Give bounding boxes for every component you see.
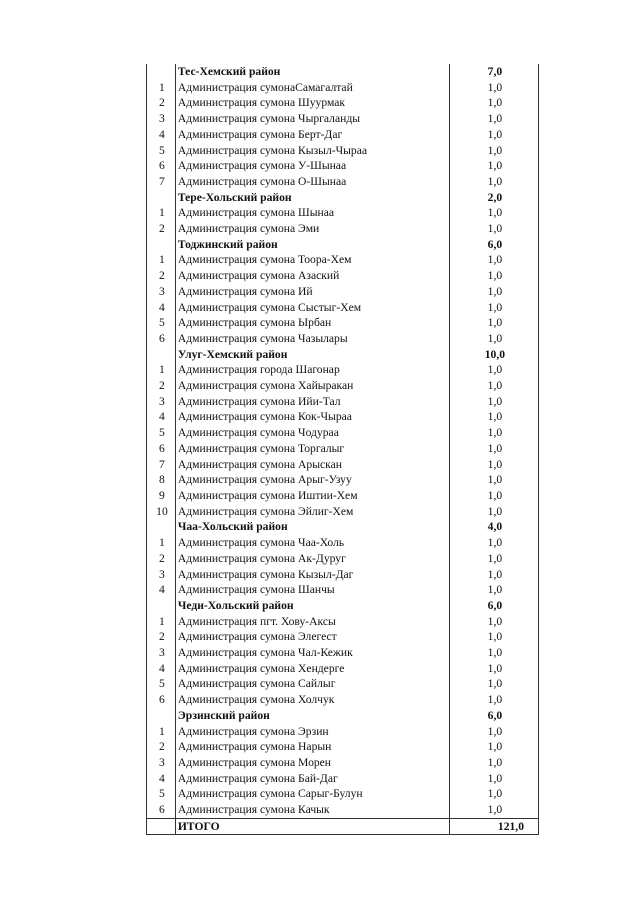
row-number: 2 [147, 551, 176, 567]
table-row [147, 95, 539, 111]
row-number: 4 [147, 127, 176, 143]
table-row [147, 394, 539, 410]
administration-name: Администрация сумона Кызыл-Даг [175, 567, 449, 583]
table-row [147, 567, 539, 583]
table-row [147, 457, 539, 473]
row-number: 1 [147, 80, 176, 96]
allocation-value: 1,0 [449, 457, 538, 473]
row-number: 1 [147, 252, 176, 268]
table-row [147, 614, 539, 630]
administration-name: Администрация сумона Шуурмак [175, 95, 449, 111]
administration-name: Администрация сумона Кок-Чыраа [175, 409, 449, 425]
table-row [147, 378, 539, 394]
allocation-value: 1,0 [449, 676, 538, 692]
allocation-value: 1,0 [449, 80, 538, 96]
row-number: 4 [147, 771, 176, 787]
allocation-value: 1,0 [449, 205, 538, 221]
allocation-value: 1,0 [449, 174, 538, 190]
administration-name: Администрация сумона Морен [175, 755, 449, 771]
table-row [147, 724, 539, 740]
total-row [147, 818, 539, 835]
administration-name: Администрация сумона Качык [175, 802, 449, 818]
allocation-value: 1,0 [449, 661, 538, 677]
table-row [147, 315, 539, 331]
district-name: Эрзинский район [175, 708, 449, 724]
table-row [147, 739, 539, 755]
row-number-cell [147, 64, 176, 80]
allocation-value: 1,0 [449, 551, 538, 567]
table-row [147, 629, 539, 645]
table-row [147, 472, 539, 488]
row-number: 1 [147, 362, 176, 378]
district-name: Тере-Хольский район [175, 190, 449, 206]
allocation-value: 1,0 [449, 802, 538, 818]
administration-name: Администрация сумона Чазылары [175, 331, 449, 347]
allocation-value: 1,0 [449, 315, 538, 331]
row-number: 2 [147, 221, 176, 237]
administration-name: Администрация сумона Ий [175, 284, 449, 300]
table-row [147, 111, 539, 127]
table-row [147, 268, 539, 284]
allocation-value: 1,0 [449, 300, 538, 316]
row-number: 6 [147, 802, 176, 818]
district-header-row [147, 64, 539, 80]
administration-name: Администрация сумона Шанчы [175, 582, 449, 598]
administration-name: Администрация сумона Чодураа [175, 425, 449, 441]
row-number: 3 [147, 284, 176, 300]
allocation-value: 1,0 [449, 362, 538, 378]
administration-name: Администрация сумонаСамагалтай [175, 80, 449, 96]
administration-name: Администрация пгт. Хову-Аксы [175, 614, 449, 630]
row-number-cell [147, 598, 176, 614]
allocation-value: 1,0 [449, 692, 538, 708]
table-row [147, 645, 539, 661]
row-number: 3 [147, 567, 176, 583]
row-number: 4 [147, 582, 176, 598]
administration-name: Администрация сумона Чыргаланды [175, 111, 449, 127]
district-total: 7,0 [449, 64, 538, 80]
total-label: ИТОГО [175, 818, 449, 835]
district-total: 4,0 [449, 519, 538, 535]
administration-name: Администрация города Шагонар [175, 362, 449, 378]
district-header-row [147, 598, 539, 614]
administration-name: Администрация сумона Берт-Даг [175, 127, 449, 143]
row-number: 7 [147, 174, 176, 190]
allocation-value: 1,0 [449, 724, 538, 740]
table-body [147, 64, 539, 835]
allocation-value: 1,0 [449, 567, 538, 583]
district-name: Тес-Хемский район [175, 64, 449, 80]
district-total: 6,0 [449, 708, 538, 724]
total-value: 121,0 [449, 818, 538, 835]
row-number: 1 [147, 205, 176, 221]
allocation-value: 1,0 [449, 755, 538, 771]
administration-name: Администрация сумона Иштии-Хем [175, 488, 449, 504]
row-number: 5 [147, 676, 176, 692]
allocation-value: 1,0 [449, 786, 538, 802]
administration-name: Администрация сумона Хайыракан [175, 378, 449, 394]
row-number: 3 [147, 394, 176, 410]
allocation-value: 1,0 [449, 221, 538, 237]
row-number-cell [147, 237, 176, 253]
allocation-value: 1,0 [449, 409, 538, 425]
district-total: 10,0 [449, 347, 538, 363]
allocation-value: 1,0 [449, 111, 538, 127]
table-row [147, 174, 539, 190]
administration-name: Администрация сумона Сыстыг-Хем [175, 300, 449, 316]
administration-name: Администрация сумона Чаа-Холь [175, 535, 449, 551]
row-number: 6 [147, 441, 176, 457]
row-number: 5 [147, 143, 176, 159]
row-number: 1 [147, 724, 176, 740]
administration-name: Администрация сумона Азаский [175, 268, 449, 284]
table-row [147, 676, 539, 692]
district-total: 6,0 [449, 598, 538, 614]
row-number: 2 [147, 378, 176, 394]
district-header-row [147, 347, 539, 363]
row-number: 8 [147, 472, 176, 488]
allocation-value: 1,0 [449, 158, 538, 174]
table-row [147, 488, 539, 504]
row-number: 5 [147, 786, 176, 802]
allocation-value: 1,0 [449, 472, 538, 488]
administration-name: Администрация сумона Эйлиг-Хем [175, 504, 449, 520]
administration-name: Администрация сумона Нарын [175, 739, 449, 755]
table-row [147, 802, 539, 818]
table-row [147, 127, 539, 143]
table-row [147, 692, 539, 708]
row-number: 1 [147, 535, 176, 551]
allocation-value: 1,0 [449, 331, 538, 347]
administration-name: Администрация сумона Ийи-Тал [175, 394, 449, 410]
administration-name: Администрация сумона Бай-Даг [175, 771, 449, 787]
administration-name: Администрация сумона Арыскан [175, 457, 449, 473]
allocation-value: 1,0 [449, 127, 538, 143]
row-number: 2 [147, 268, 176, 284]
table-row [147, 755, 539, 771]
table-row [147, 551, 539, 567]
allocation-value: 1,0 [449, 252, 538, 268]
row-number: 3 [147, 111, 176, 127]
administration-name: Администрация сумона Хендерге [175, 661, 449, 677]
allocation-value: 1,0 [449, 629, 538, 645]
row-number-cell [147, 190, 176, 206]
table-row [147, 425, 539, 441]
table-row [147, 661, 539, 677]
table-row [147, 441, 539, 457]
row-number: 2 [147, 95, 176, 111]
administration-name: Администрация сумона Эрзин [175, 724, 449, 740]
allocation-value: 1,0 [449, 441, 538, 457]
allocation-value: 1,0 [449, 582, 538, 598]
row-number: 4 [147, 300, 176, 316]
allocation-value: 1,0 [449, 284, 538, 300]
district-name: Чаа-Хольский район [175, 519, 449, 535]
table-row [147, 409, 539, 425]
allocation-value: 1,0 [449, 739, 538, 755]
allocation-value: 1,0 [449, 645, 538, 661]
administration-name: Администрация сумона О-Шынаа [175, 174, 449, 190]
row-number: 2 [147, 629, 176, 645]
row-number-cell [147, 708, 176, 724]
row-number: 4 [147, 661, 176, 677]
row-number: 4 [147, 409, 176, 425]
district-total: 6,0 [449, 237, 538, 253]
allocation-value: 1,0 [449, 614, 538, 630]
district-total: 2,0 [449, 190, 538, 206]
table-row [147, 205, 539, 221]
allocation-value: 1,0 [449, 488, 538, 504]
allocation-table [146, 64, 539, 835]
table-row [147, 158, 539, 174]
row-number: 5 [147, 315, 176, 331]
table-row [147, 582, 539, 598]
table-row [147, 362, 539, 378]
row-number: 3 [147, 755, 176, 771]
administration-name: Администрация сумона Чал-Кежик [175, 645, 449, 661]
administration-name: Администрация сумона Эми [175, 221, 449, 237]
row-number: 6 [147, 331, 176, 347]
administration-name: Администрация сумона Кызыл-Чыраа [175, 143, 449, 159]
administration-name: Администрация сумона Сайлыг [175, 676, 449, 692]
row-number: 7 [147, 457, 176, 473]
district-name: Чеди-Хольский район [175, 598, 449, 614]
row-number: 6 [147, 692, 176, 708]
row-number: 10 [147, 504, 176, 520]
allocation-value: 1,0 [449, 394, 538, 410]
row-number-cell [147, 347, 176, 363]
table-row [147, 80, 539, 96]
row-number: 6 [147, 158, 176, 174]
allocation-value: 1,0 [449, 425, 538, 441]
district-name: Тоджинский район [175, 237, 449, 253]
administration-name: Администрация сумона Ак-Дуруг [175, 551, 449, 567]
allocation-value: 1,0 [449, 535, 538, 551]
table-row [147, 284, 539, 300]
table-row [147, 771, 539, 787]
administration-name: Администрация сумона Холчук [175, 692, 449, 708]
allocation-value: 1,0 [449, 268, 538, 284]
table-row [147, 786, 539, 802]
allocation-value: 1,0 [449, 95, 538, 111]
row-number: 3 [147, 645, 176, 661]
allocation-value: 1,0 [449, 771, 538, 787]
row-number: 1 [147, 614, 176, 630]
row-number: 5 [147, 425, 176, 441]
district-header-row [147, 519, 539, 535]
allocation-value: 1,0 [449, 143, 538, 159]
district-header-row [147, 190, 539, 206]
district-header-row [147, 708, 539, 724]
table-row [147, 221, 539, 237]
table-row [147, 252, 539, 268]
allocation-value: 1,0 [449, 504, 538, 520]
table-row [147, 504, 539, 520]
administration-name: Администрация сумона Шынаа [175, 205, 449, 221]
row-number: 2 [147, 739, 176, 755]
administration-name: Администрация сумона У-Шынаа [175, 158, 449, 174]
administration-name: Администрация сумона Сарыг-Булун [175, 786, 449, 802]
table-row [147, 143, 539, 159]
table-row [147, 535, 539, 551]
row-number-cell [147, 519, 176, 535]
allocation-value: 1,0 [449, 378, 538, 394]
administration-name: Администрация сумона Ырбан [175, 315, 449, 331]
administration-name: Администрация сумона Тоора-Хем [175, 252, 449, 268]
administration-name: Администрация сумона Арыг-Узуу [175, 472, 449, 488]
row-number: 9 [147, 488, 176, 504]
total-number-cell [147, 818, 176, 835]
district-name: Улуг-Хемский район [175, 347, 449, 363]
table-row [147, 300, 539, 316]
table-row [147, 331, 539, 347]
administration-name: Администрация сумона Торгалыг [175, 441, 449, 457]
district-header-row [147, 237, 539, 253]
administration-name: Администрация сумона Элегест [175, 629, 449, 645]
